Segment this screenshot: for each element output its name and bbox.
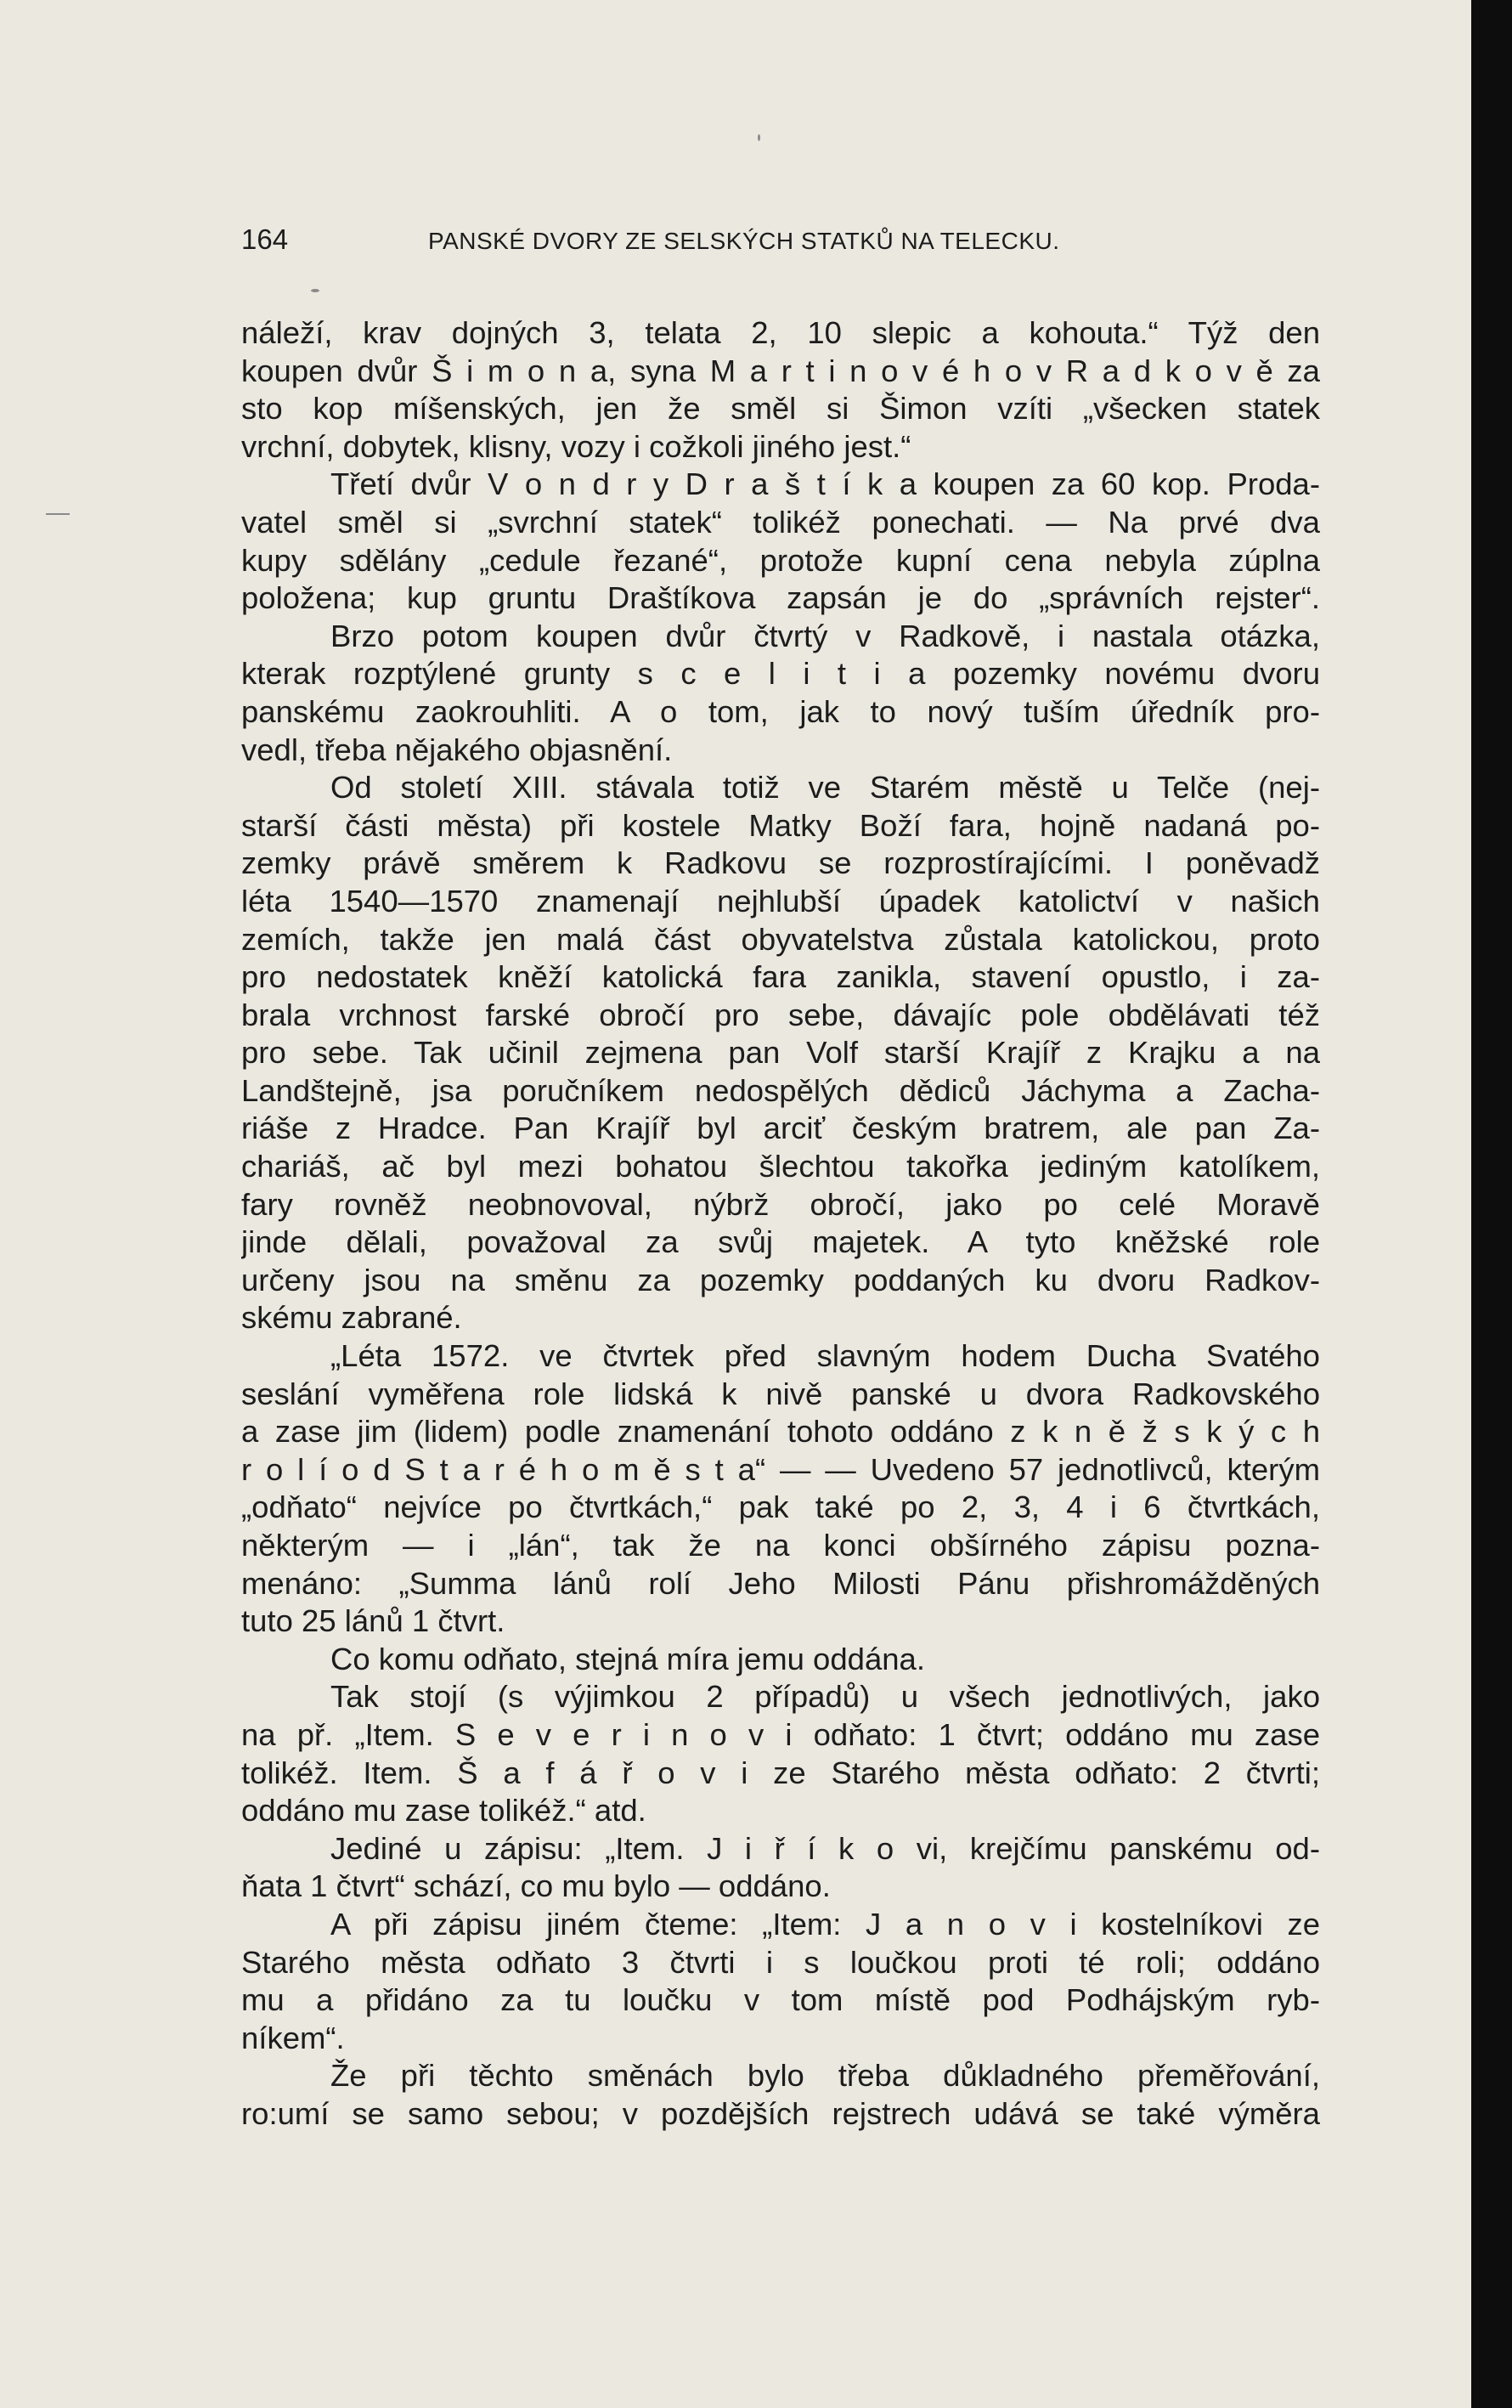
- text-line: brala vrchnost farské obročí pro sebe, dávajíc pole obdělávati též: [241, 997, 1320, 1032]
- scan-speck: [758, 134, 760, 141]
- text-line: Co komu odňato, stejná míra jemu oddána.: [330, 1641, 925, 1676]
- text-line: seslání vyměřena role lidská k nivě panské u dvora Radkovského: [241, 1376, 1320, 1411]
- text-line: vedl, třeba nějakého objasnění.: [241, 732, 673, 767]
- text-line: pro sebe. Tak učinil zejmena pan Volf starší Krajíř z Krajku a na: [241, 1035, 1320, 1071]
- text-line: skému zabrané.: [241, 1300, 462, 1336]
- text-line: pro nedostatek kněží katolická fara zanikla, stavení opustlo, i za-: [241, 959, 1320, 995]
- text-line: Že při těchto směnách bylo třeba důkladného přeměřování,: [330, 2058, 1320, 2094]
- text-line: Od století XIII. stávala totiž ve Starém městě u Telče (nej-: [330, 770, 1320, 805]
- running-title: PANSKÉ DVORY ZE SELSKÝCH STATKŮ NA TELECKU.: [428, 228, 1060, 254]
- text-line: r o l í o d S t a r é h o m ě s t a“ — — Uvedeno 57 jednotlivců, kterým: [241, 1451, 1320, 1487]
- text-line: vatel směl si „svrchní statek“ tolikéž ponechati. — Na prvé dva: [241, 504, 1320, 540]
- text-line: vrchní, dobytek, klisny, vozy i cožkoli jiného jest.“: [241, 428, 911, 464]
- text-line: fary rovněž neobnovoval, nýbrž obročí, jako po celé Moravě: [241, 1186, 1320, 1222]
- text-line: menáno: „Summa lánů rolí Jeho Milosti Pánu přishromážděných: [241, 1565, 1320, 1601]
- text-line: Tak stojí (s výjimkou 2 případů) u všech jednotlivých, jako: [330, 1679, 1320, 1715]
- text-line: ňata 1 čtvrt“ schází, co mu bylo — oddáno.: [241, 1868, 831, 1904]
- text-line: „Léta 1572. ve čtvrtek před slavným hodem Ducha Svatého: [330, 1338, 1320, 1374]
- text-line: léta 1540—1570 znamenají nejhlubší úpadek katolictví v našich: [241, 883, 1320, 919]
- text-line: chariáš, ač byl mezi bohatou šlechtou takořka jediným katolíkem,: [241, 1149, 1320, 1184]
- text-line: A při zápisu jiném čteme: „Item: J a n o v i kostelníkovi ze: [330, 1906, 1320, 1942]
- scan-speck: [311, 289, 319, 292]
- text-line: tolikéž. Item. Š a f á ř o v i ze Starého města odňato: 2 čtvrti;: [241, 1755, 1320, 1790]
- text-line: ro:umí se samo sebou; v pozdějších rejstrech udává se také výměra: [241, 2095, 1320, 2131]
- text-line: Brzo potom koupen dvůr čtvrtý v Radkově, i nastala otázka,: [330, 618, 1320, 653]
- text-line: položena; kup gruntu Draštíkova zapsán je do „správních rejster“.: [241, 580, 1320, 616]
- text-line: „odňato“ nejvíce po čtvrtkách,“ pak také po 2, 3, 4 i 6 čtvrtkách,: [241, 1489, 1320, 1525]
- scan-border: [1471, 0, 1512, 2408]
- text-line: oddáno mu zase tolikéž.“ atd.: [241, 1793, 646, 1829]
- text-line: koupen dvůr Š i m o n a, syna M a r t i n o v é h o v R a d k o v ě za: [241, 353, 1320, 388]
- text-line: Starého města odňato 3 čtvrti i s loučkou proti té roli; oddáno: [241, 1944, 1320, 1980]
- page-number: 164: [241, 223, 289, 255]
- text-line: kupy sdělány „cedule řezané“, protože kupní cena nebyla zúplna: [241, 542, 1320, 578]
- text-line: panskému zaokrouhliti. A o tom, jak to nový tuším úředník pro-: [241, 693, 1320, 729]
- text-line: mu a přidáno za tu loučku v tom místě pod Podhájským ryb-: [241, 1982, 1320, 2018]
- text-line: zemích, takže jen malá část obyvatelstva zůstala katolickou, proto: [241, 921, 1320, 957]
- text-line: a zase jim (lidem) podle znamenání tohoto oddáno z k n ě ž s k ý c h: [241, 1414, 1320, 1450]
- body-text: [241, 314, 1320, 2134]
- text-line: jinde dělali, považoval za svůj majetek. A tyto kněžské role: [241, 1224, 1320, 1260]
- text-line: Třetí dvůr V o n d r y D r a š t í k a koupen za 60 kop. Proda-: [330, 466, 1320, 502]
- text-line: starší části města) při kostele Matky Boží fara, hojně nadaná po-: [241, 807, 1320, 843]
- text-line: tuto 25 lánů 1 čtvrt.: [241, 1603, 505, 1639]
- text-line: níkem“.: [241, 2020, 345, 2055]
- text-line: náleží, krav dojných 3, telata 2, 10 slepic a kohouta.“ Týž den: [241, 315, 1320, 350]
- text-line: na př. „Item. S e v e r i n o v i odňato: 1 čtvrt; oddáno mu zase: [241, 1716, 1320, 1752]
- text-line: Landštejně, jsa poručníkem nedospělých dědiců Jáchyma a Zacha-: [241, 1072, 1320, 1108]
- text-line: riáše z Hradce. Pan Krajíř byl arciť českým bratrem, ale pan Za-: [241, 1111, 1320, 1146]
- scan-speck: [46, 513, 70, 515]
- text-line: určeny jsou na směnu za pozemky poddaných ku dvoru Radkov-: [241, 1262, 1320, 1297]
- text-line: Jediné u zápisu: „Item. J i ř í k o vi, krejčímu panskému od-: [330, 1830, 1320, 1866]
- running-header: [241, 223, 1320, 257]
- text-line: sto kop míšenských, jen že směl si Šimon vzíti „všecken statek: [241, 391, 1320, 427]
- text-line: kterak rozptýlené grunty s c e l i t i a pozemky novému dvoru: [241, 656, 1320, 692]
- text-line: zemky právě směrem k Radkovu se rozprostírajícími. I poněvadž: [241, 845, 1320, 881]
- text-line: některým — i „lán“, tak že na konci obšírného zápisu pozna-: [241, 1528, 1320, 1563]
